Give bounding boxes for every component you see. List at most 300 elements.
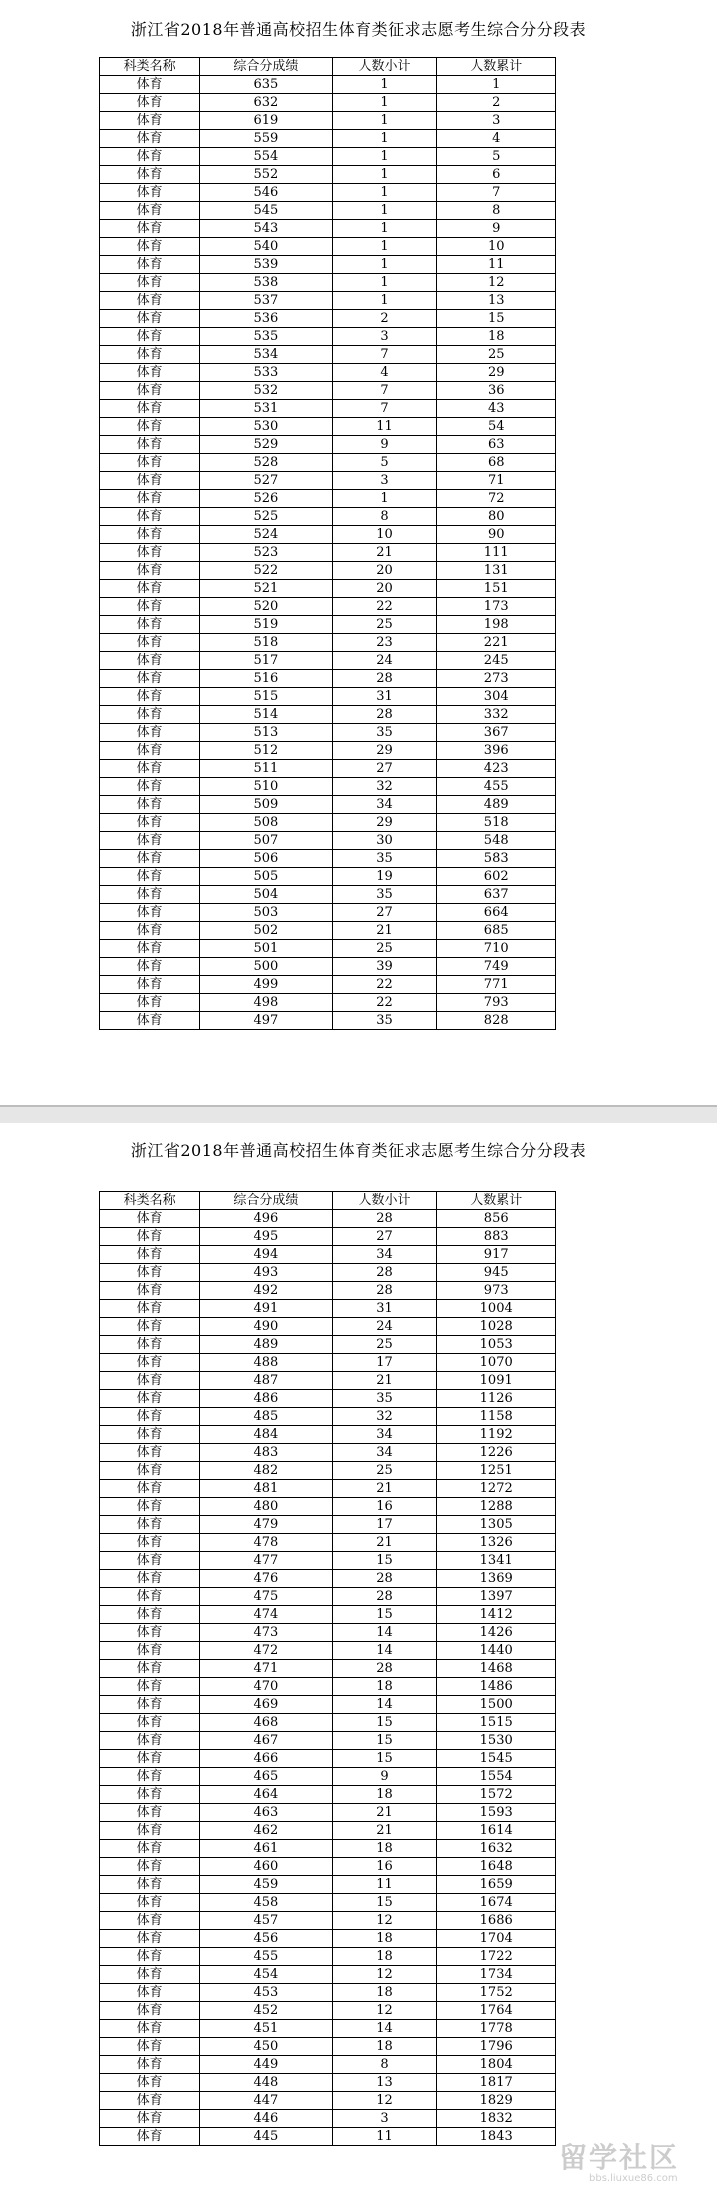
cell-count: 11 (332, 1876, 437, 1894)
cell-cumulative: 1796 (437, 2038, 556, 2056)
table-row (100, 94, 556, 112)
cell-count: 7 (332, 400, 437, 418)
cell-cumulative: 12 (437, 274, 556, 292)
cell-category: 体育 (100, 1228, 200, 1246)
cell-category: 体育 (100, 1462, 200, 1480)
cell-category: 体育 (100, 850, 200, 868)
cell-count: 11 (332, 2128, 437, 2146)
cell-score: 489 (200, 1336, 332, 1354)
cell-count: 27 (332, 1228, 437, 1246)
cell-cumulative: 1804 (437, 2056, 556, 2074)
table-row (100, 202, 556, 220)
cell-category: 体育 (100, 346, 200, 364)
cell-cumulative: 29 (437, 364, 556, 382)
cell-category: 体育 (100, 1012, 200, 1030)
cell-category: 体育 (100, 526, 200, 544)
table-row (100, 1768, 556, 1786)
cell-category: 体育 (100, 940, 200, 958)
cell-category: 体育 (100, 130, 200, 148)
cell-count: 15 (332, 1750, 437, 1768)
cell-category: 体育 (100, 832, 200, 850)
cell-cumulative: 1192 (437, 1426, 556, 1444)
cell-score: 468 (200, 1714, 332, 1732)
cell-count: 29 (332, 742, 437, 760)
cell-score: 469 (200, 1696, 332, 1714)
cell-category: 体育 (100, 796, 200, 814)
cell-category: 体育 (100, 274, 200, 292)
cell-count: 5 (332, 454, 437, 472)
cell-cumulative: 1734 (437, 1966, 556, 1984)
cell-category: 体育 (100, 2074, 200, 2092)
cell-score: 524 (200, 526, 332, 544)
cell-category: 体育 (100, 1372, 200, 1390)
table-row (100, 436, 556, 454)
cell-count: 28 (332, 1660, 437, 1678)
cell-category: 体育 (100, 1516, 200, 1534)
cell-category: 体育 (100, 868, 200, 886)
cell-score: 484 (200, 1426, 332, 1444)
cell-cumulative: 1500 (437, 1696, 556, 1714)
cell-score: 503 (200, 904, 332, 922)
cell-score: 478 (200, 1534, 332, 1552)
table-row (100, 1876, 556, 1894)
cell-cumulative: 1412 (437, 1606, 556, 1624)
cell-score: 498 (200, 994, 332, 1012)
table-row (100, 472, 556, 490)
cell-category: 体育 (100, 364, 200, 382)
cell-cumulative: 1341 (437, 1552, 556, 1570)
table-row (100, 922, 556, 940)
cell-category: 体育 (100, 1264, 200, 1282)
table-row (100, 184, 556, 202)
cell-count: 32 (332, 1408, 437, 1426)
cell-count: 34 (332, 1426, 437, 1444)
table-body (100, 1210, 556, 2146)
cell-count: 1 (332, 256, 437, 274)
cell-count: 21 (332, 1480, 437, 1498)
table-row (100, 1498, 556, 1516)
cell-count: 4 (332, 364, 437, 382)
cell-count: 21 (332, 1822, 437, 1840)
cell-score: 470 (200, 1678, 332, 1696)
cell-cumulative: 455 (437, 778, 556, 796)
cell-count: 18 (332, 1786, 437, 1804)
cell-score: 471 (200, 1660, 332, 1678)
cell-count: 17 (332, 1354, 437, 1372)
table-row (100, 814, 556, 832)
cell-count: 22 (332, 976, 437, 994)
cell-count: 18 (332, 1984, 437, 2002)
cell-category: 体育 (100, 1390, 200, 1408)
cell-score: 632 (200, 94, 332, 112)
cell-count: 18 (332, 1948, 437, 1966)
cell-cumulative: 1632 (437, 1840, 556, 1858)
cell-score: 460 (200, 1858, 332, 1876)
cell-cumulative: 25 (437, 346, 556, 364)
cell-cumulative: 1593 (437, 1804, 556, 1822)
cell-category: 体育 (100, 238, 200, 256)
cell-cumulative: 637 (437, 886, 556, 904)
cell-cumulative: 883 (437, 1228, 556, 1246)
table-row (100, 148, 556, 166)
cell-count: 1 (332, 292, 437, 310)
cell-count: 28 (332, 1282, 437, 1300)
cell-count: 12 (332, 1966, 437, 1984)
cell-cumulative: 151 (437, 580, 556, 598)
table-row (100, 1570, 556, 1588)
cell-category: 体育 (100, 724, 200, 742)
cell-count: 29 (332, 814, 437, 832)
cell-count: 24 (332, 652, 437, 670)
table-row (100, 616, 556, 634)
table-row (100, 742, 556, 760)
table-row (100, 1264, 556, 1282)
cell-category: 体育 (100, 256, 200, 274)
cell-score: 483 (200, 1444, 332, 1462)
cell-cumulative: 4 (437, 130, 556, 148)
cell-category: 体育 (100, 1426, 200, 1444)
table-row (100, 1336, 556, 1354)
cell-count: 14 (332, 1624, 437, 1642)
cell-score: 518 (200, 634, 332, 652)
table-row (100, 1408, 556, 1426)
cell-score: 508 (200, 814, 332, 832)
cell-count: 35 (332, 886, 437, 904)
cell-score: 487 (200, 1372, 332, 1390)
cell-cumulative: 664 (437, 904, 556, 922)
table-row (100, 256, 556, 274)
cell-count: 24 (332, 1318, 437, 1336)
header-score: 综合分成绩 (200, 1192, 332, 1210)
table-row (100, 1246, 556, 1264)
cell-category: 体育 (100, 1876, 200, 1894)
cell-score: 475 (200, 1588, 332, 1606)
cell-cumulative: 685 (437, 922, 556, 940)
cell-count: 21 (332, 1534, 437, 1552)
cell-category: 体育 (100, 760, 200, 778)
cell-cumulative: 7 (437, 184, 556, 202)
cell-score: 512 (200, 742, 332, 760)
table-row (100, 706, 556, 724)
cell-count: 34 (332, 796, 437, 814)
cell-count: 18 (332, 2038, 437, 2056)
cell-count: 25 (332, 1336, 437, 1354)
table-row (100, 1804, 556, 1822)
cell-score: 456 (200, 1930, 332, 1948)
table-row (100, 994, 556, 1012)
cell-cumulative: 71 (437, 472, 556, 490)
cell-score: 543 (200, 220, 332, 238)
table-row (100, 1714, 556, 1732)
cell-count: 21 (332, 922, 437, 940)
cell-category: 体育 (100, 688, 200, 706)
cell-category: 体育 (100, 1750, 200, 1768)
table-row (100, 274, 556, 292)
cell-count: 15 (332, 1732, 437, 1750)
cell-score: 534 (200, 346, 332, 364)
cell-cumulative: 1648 (437, 1858, 556, 1876)
cell-score: 521 (200, 580, 332, 598)
document-page-2 (0, 1123, 717, 2199)
table-row (100, 1588, 556, 1606)
table-row (100, 850, 556, 868)
cell-cumulative: 1530 (437, 1732, 556, 1750)
cell-count: 1 (332, 166, 437, 184)
cell-category: 体育 (100, 184, 200, 202)
cell-cumulative: 80 (437, 508, 556, 526)
cell-category: 体育 (100, 1858, 200, 1876)
cell-score: 490 (200, 1318, 332, 1336)
cell-count: 28 (332, 1570, 437, 1588)
table-row (100, 1282, 556, 1300)
table-row (100, 1426, 556, 1444)
cell-cumulative: 11 (437, 256, 556, 274)
cell-cumulative: 856 (437, 1210, 556, 1228)
cell-count: 28 (332, 706, 437, 724)
table-row (100, 598, 556, 616)
cell-cumulative: 793 (437, 994, 556, 1012)
cell-cumulative: 1 (437, 76, 556, 94)
cell-score: 494 (200, 1246, 332, 1264)
cell-category: 体育 (100, 1480, 200, 1498)
cell-cumulative: 1272 (437, 1480, 556, 1498)
cell-count: 30 (332, 832, 437, 850)
cell-count: 31 (332, 1300, 437, 1318)
table-row (100, 1210, 556, 1228)
cell-cumulative: 8 (437, 202, 556, 220)
cell-cumulative: 1053 (437, 1336, 556, 1354)
cell-category: 体育 (100, 292, 200, 310)
cell-count: 3 (332, 328, 437, 346)
cell-count: 12 (332, 2002, 437, 2020)
cell-score: 446 (200, 2110, 332, 2128)
cell-score: 510 (200, 778, 332, 796)
header-cumulative: 人数累计 (437, 58, 556, 76)
table-row (100, 1912, 556, 1930)
score-table (99, 57, 556, 1030)
cell-count: 14 (332, 1696, 437, 1714)
cell-category: 体育 (100, 472, 200, 490)
cell-category: 体育 (100, 166, 200, 184)
watermark-text: 留学社区 (559, 2141, 680, 2174)
cell-cumulative: 6 (437, 166, 556, 184)
table-row (100, 2074, 556, 2092)
cell-category: 体育 (100, 670, 200, 688)
table-row (100, 400, 556, 418)
cell-score: 531 (200, 400, 332, 418)
cell-score: 513 (200, 724, 332, 742)
cell-cumulative: 1832 (437, 2110, 556, 2128)
cell-count: 21 (332, 544, 437, 562)
table-row (100, 166, 556, 184)
cell-category: 体育 (100, 1246, 200, 1264)
cell-count: 21 (332, 1372, 437, 1390)
cell-count: 1 (332, 202, 437, 220)
cell-cumulative: 9 (437, 220, 556, 238)
header-count: 人数小计 (332, 58, 437, 76)
table-body (100, 76, 556, 1030)
cell-score: 455 (200, 1948, 332, 1966)
table-row (100, 382, 556, 400)
cell-score: 528 (200, 454, 332, 472)
cell-category: 体育 (100, 1840, 200, 1858)
page-title: 浙江省2018年普通高校招生体育类征求志愿考生综合分分段表 (130, 1141, 587, 1160)
cell-cumulative: 1426 (437, 1624, 556, 1642)
cell-count: 21 (332, 1804, 437, 1822)
cell-cumulative: 1397 (437, 1588, 556, 1606)
cell-cumulative: 1545 (437, 1750, 556, 1768)
cell-category: 体育 (100, 112, 200, 130)
cell-score: 546 (200, 184, 332, 202)
cell-score: 452 (200, 2002, 332, 2020)
cell-cumulative: 36 (437, 382, 556, 400)
cell-score: 501 (200, 940, 332, 958)
cell-cumulative: 548 (437, 832, 556, 850)
cell-count: 14 (332, 1642, 437, 1660)
cell-score: 529 (200, 436, 332, 454)
table-row (100, 1462, 556, 1480)
cell-count: 11 (332, 418, 437, 436)
cell-cumulative: 1126 (437, 1390, 556, 1408)
cell-cumulative: 1326 (437, 1534, 556, 1552)
cell-cumulative: 771 (437, 976, 556, 994)
cell-score: 516 (200, 670, 332, 688)
cell-count: 1 (332, 76, 437, 94)
cell-cumulative: 111 (437, 544, 556, 562)
cell-cumulative: 13 (437, 292, 556, 310)
cell-cumulative: 917 (437, 1246, 556, 1264)
cell-count: 23 (332, 634, 437, 652)
cell-count: 3 (332, 2110, 437, 2128)
cell-cumulative: 423 (437, 760, 556, 778)
cell-category: 体育 (100, 148, 200, 166)
cell-category: 体育 (100, 2020, 200, 2038)
cell-category: 体育 (100, 544, 200, 562)
cell-category: 体育 (100, 1498, 200, 1516)
cell-count: 18 (332, 1930, 437, 1948)
cell-score: 473 (200, 1624, 332, 1642)
cell-category: 体育 (100, 220, 200, 238)
cell-score: 451 (200, 2020, 332, 2038)
cell-count: 22 (332, 994, 437, 1012)
table-row (100, 346, 556, 364)
cell-score: 449 (200, 2056, 332, 2074)
table-row (100, 112, 556, 130)
cell-cumulative: 1028 (437, 1318, 556, 1336)
cell-category: 体育 (100, 1696, 200, 1714)
cell-score: 502 (200, 922, 332, 940)
cell-count: 3 (332, 472, 437, 490)
cell-score: 530 (200, 418, 332, 436)
cell-score: 559 (200, 130, 332, 148)
table-row (100, 2020, 556, 2038)
cell-category: 体育 (100, 202, 200, 220)
cell-cumulative: 5 (437, 148, 556, 166)
table-row (100, 508, 556, 526)
cell-count: 7 (332, 382, 437, 400)
cell-score: 537 (200, 292, 332, 310)
cell-category: 体育 (100, 1966, 200, 1984)
cell-cumulative: 1468 (437, 1660, 556, 1678)
table-row (100, 292, 556, 310)
table-row (100, 1984, 556, 2002)
cell-score: 526 (200, 490, 332, 508)
cell-category: 体育 (100, 1660, 200, 1678)
cell-count: 1 (332, 490, 437, 508)
cell-score: 453 (200, 1984, 332, 2002)
table-row (100, 1318, 556, 1336)
table-row (100, 1642, 556, 1660)
cell-count: 35 (332, 1390, 437, 1408)
table-row (100, 130, 556, 148)
cell-count: 12 (332, 2092, 437, 2110)
cell-category: 体育 (100, 1552, 200, 1570)
table-row (100, 580, 556, 598)
cell-cumulative: 1704 (437, 1930, 556, 1948)
cell-count: 22 (332, 598, 437, 616)
table-row (100, 1372, 556, 1390)
cell-category: 体育 (100, 598, 200, 616)
cell-score: 527 (200, 472, 332, 490)
table-row (100, 1930, 556, 1948)
score-table (99, 1191, 556, 2146)
cell-score: 533 (200, 364, 332, 382)
cell-category: 体育 (100, 1300, 200, 1318)
cell-cumulative: 1817 (437, 2074, 556, 2092)
cell-category: 体育 (100, 1624, 200, 1642)
cell-cumulative: 1486 (437, 1678, 556, 1696)
cell-count: 16 (332, 1858, 437, 1876)
cell-category: 体育 (100, 652, 200, 670)
cell-cumulative: 68 (437, 454, 556, 472)
cell-count: 9 (332, 436, 437, 454)
cell-count: 15 (332, 1894, 437, 1912)
cell-cumulative: 1674 (437, 1894, 556, 1912)
cell-score: 506 (200, 850, 332, 868)
table-row (100, 832, 556, 850)
cell-count: 18 (332, 1840, 437, 1858)
page-title: 浙江省2018年普通高校招生体育类征求志愿考生综合分分段表 (130, 20, 587, 39)
cell-score: 493 (200, 1264, 332, 1282)
cell-count: 10 (332, 526, 437, 544)
cell-count: 16 (332, 1498, 437, 1516)
table-row (100, 1300, 556, 1318)
cell-category: 体育 (100, 904, 200, 922)
cell-category: 体育 (100, 310, 200, 328)
cell-cumulative: 828 (437, 1012, 556, 1030)
cell-category: 体育 (100, 1642, 200, 1660)
cell-score: 464 (200, 1786, 332, 1804)
cell-cumulative: 2 (437, 94, 556, 112)
cell-cumulative: 1829 (437, 2092, 556, 2110)
cell-cumulative: 1659 (437, 1876, 556, 1894)
table-row (100, 490, 556, 508)
cell-category: 体育 (100, 1318, 200, 1336)
header-category: 科类名称 (100, 58, 200, 76)
cell-category: 体育 (100, 436, 200, 454)
table-row (100, 2110, 556, 2128)
table-row (100, 1678, 556, 1696)
header-cumulative: 人数累计 (437, 1192, 556, 1210)
cell-count: 1 (332, 220, 437, 238)
cell-score: 514 (200, 706, 332, 724)
cell-count: 1 (332, 130, 437, 148)
cell-category: 体育 (100, 958, 200, 976)
table-row (100, 220, 556, 238)
cell-count: 39 (332, 958, 437, 976)
table-row (100, 454, 556, 472)
cell-score: 497 (200, 1012, 332, 1030)
